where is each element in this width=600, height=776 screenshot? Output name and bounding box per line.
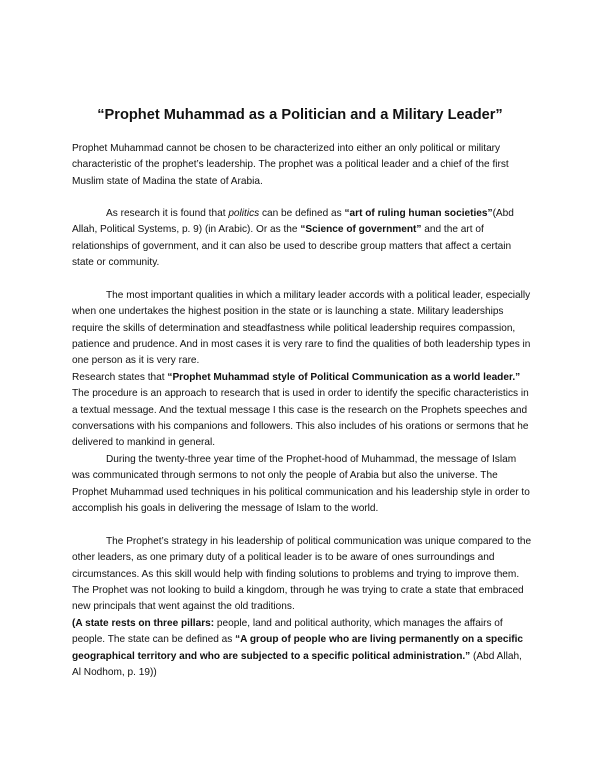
text-run: The procedure is an approach to research that is used in order to identify the specific characteristics in a textual message. And the textual message I this case is the research on the Prophets speeches and conversations with his companions and followers. This also includes of his orations or sermons that he delivered to mankind in general. [72,388,529,449]
paragraph-intro [72,141,532,190]
bold-quote-research-title: “Prophet Muhammad style of Political Communication as a world leader.” [167,372,521,383]
text-run: (Abd Allah, Political Systems, p. 9) (in Arabic). Or as the [72,208,514,236]
paragraph-state-pillars [72,616,532,681]
text-run: As research it is found that [106,208,229,219]
text-run: Research states that [72,372,168,383]
paragraph-strategy [72,534,532,615]
text-run: and the art of relationships of government, and it can also be used to describe group matters that affect a certain state or community. [72,224,512,268]
bold-quote-state-definition: “A group of people who are living permanently on a specific geographical territory and who are subjected to a specific political administration.” [72,634,524,662]
bold-state-pillars: (A state rests on three pillars: [72,618,215,629]
paragraph-strategy-text: The Prophet’s strategy in his leadership of political communication was unique compared to the other leaders, as one primary duty of a political leader is to be aware of ones surroundings and circumstances. As this skill would help with finding solutions to problems and trying to improve them. The Prophet was not looking to build a kingdom, through he was trying to crate a state that embraced new principals that went against the old traditions. [72,536,532,613]
paragraph-military-leader [72,288,532,369]
bold-quote-art-of-ruling: “art of ruling human societies” [344,208,493,219]
paragraph-intro-text: Prophet Muhammad cannot be chosen to be characterized into either an only political or military characteristic of the prophet’s leadership. The prophet was a political leader and a chief of the first Muslim state of Madina the state of Arabia. [72,143,509,187]
document-title: “Prophet Muhammad as a Politician and a Military Leader” [97,107,503,123]
bold-quote-science-of-government: “Science of government” [300,224,422,236]
paragraph-politics-definition [72,206,532,271]
emphasis-politics: politics [228,208,260,219]
paragraph-prophet-hood-text: During the twenty-three year time of the Prophet-hood of Muhammad, the message of Islam was communicated through sermons to not only the people of Arabia but also the universe. The Prophet Muhammad used techniques in his political communication and his leadership style in order to accomplish his goals in delivering the message of Islam to the world. [72,454,530,514]
text-run: (Abd Allah, Al Nodhom, p. 19)) [72,650,522,678]
paragraph-prophet-hood [72,452,532,517]
text-run: people, land and political authority, which manages the affairs of people. The state can be defined as [72,618,503,646]
text-run: can be defined as [259,208,345,219]
paragraph-military-text: The most important qualities in which a military leader accords with a political leader, especially when one undertakes the highest position in the state or is launching a state. Military leaderships require the skills of determination and steadfastness while political leadership requires compassion, patience and prudence. And in most cases it is very rare to find the qualities of both leadership types in one person as it is very rare. [72,290,531,367]
paragraph-research [72,370,532,451]
